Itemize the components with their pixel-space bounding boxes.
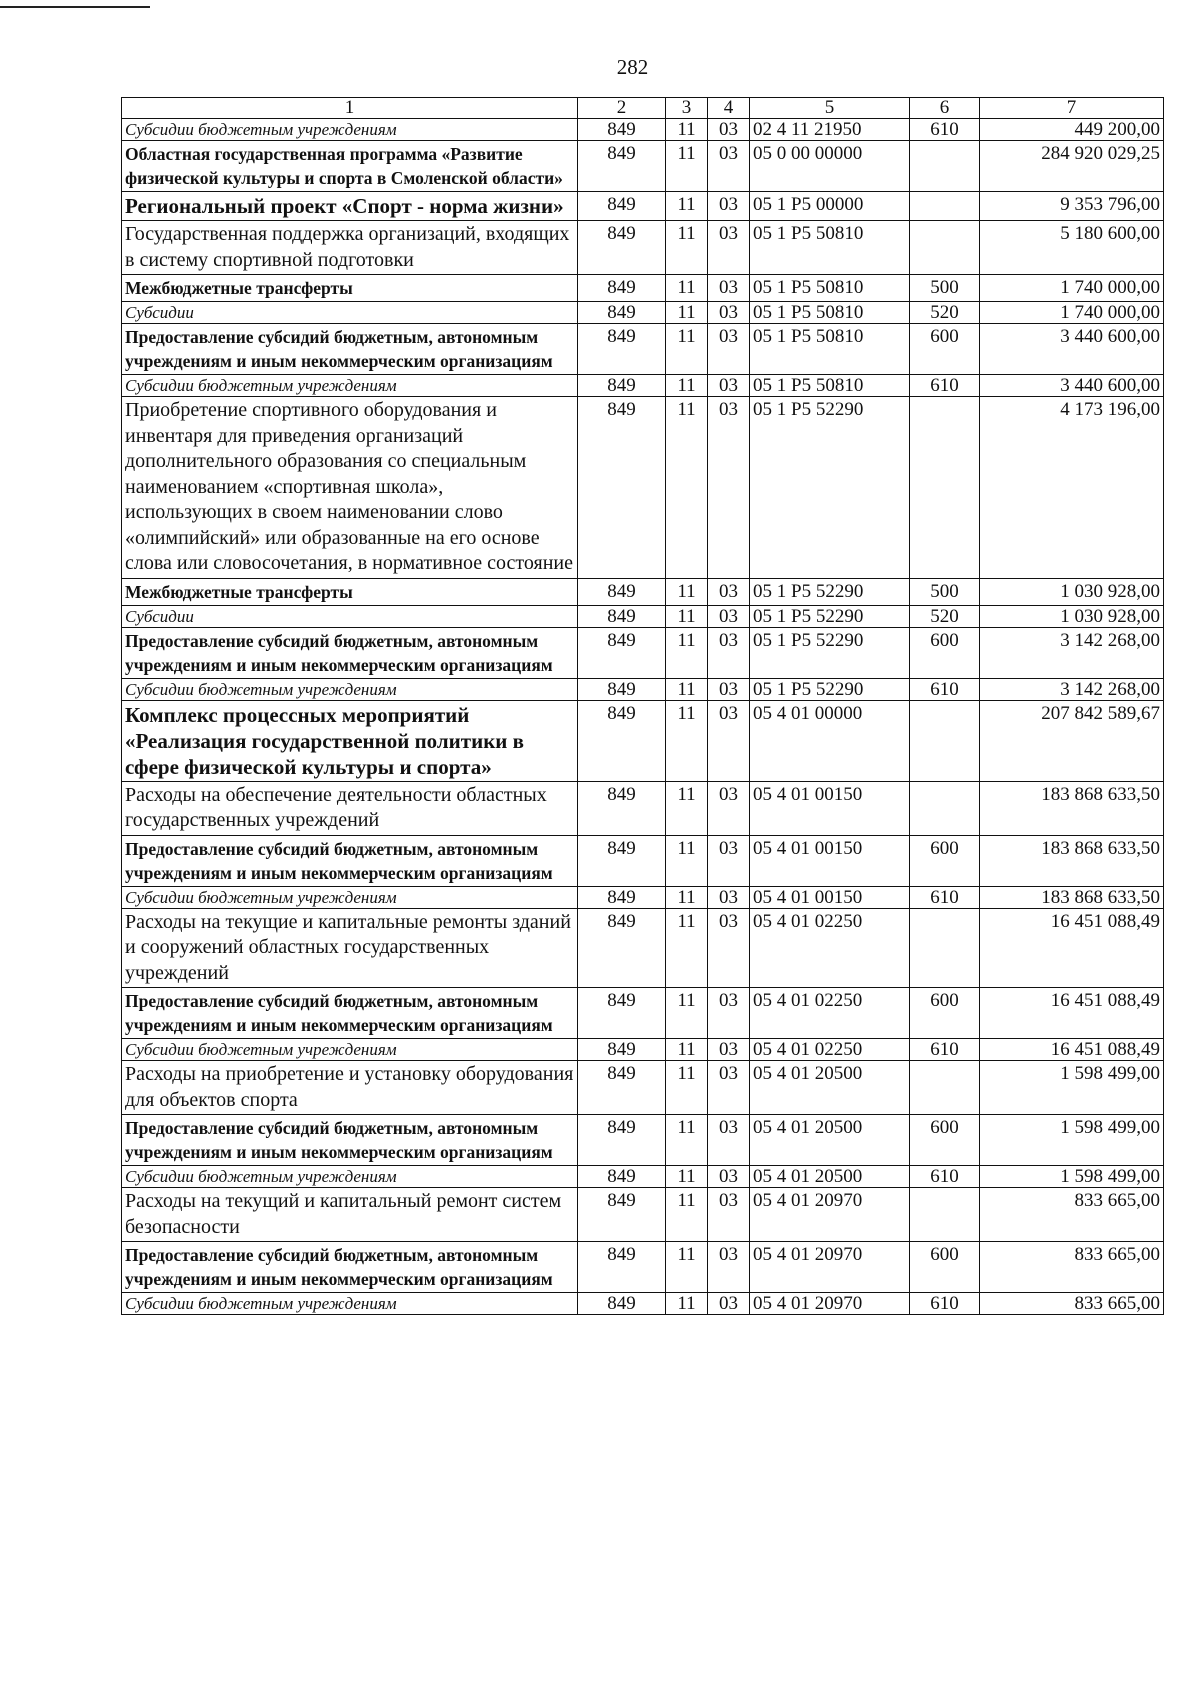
amount-cell: 3 142 268,00 xyxy=(980,627,1164,678)
amount-cell: 183 868 633,50 xyxy=(980,781,1164,835)
section-cell: 11 xyxy=(666,119,708,141)
expense-type-cell: 610 xyxy=(910,1166,980,1188)
amount-cell: 9 353 796,00 xyxy=(980,192,1164,221)
item-name-cell: Предоставление субсидий бюджетным, автономным учреждениям и иным некоммерческим организациям xyxy=(122,1242,578,1293)
subsection-cell: 03 xyxy=(708,908,750,988)
column-header: 4 xyxy=(708,98,750,119)
expense-type-cell: 610 xyxy=(910,375,980,397)
ministry-code-cell: 849 xyxy=(578,221,666,275)
item-name-cell: Государственная поддержка организаций, входящих в систему спортивной подготовки xyxy=(122,221,578,275)
item-name-cell: Областная государственная программа «Развитие физической культуры и спорта в Смоленской области» xyxy=(122,141,578,192)
ministry-code-cell: 849 xyxy=(578,119,666,141)
column-header: 5 xyxy=(750,98,910,119)
section-cell: 11 xyxy=(666,141,708,192)
table-row xyxy=(122,275,1164,302)
amount-cell: 1 740 000,00 xyxy=(980,302,1164,324)
subsection-cell: 03 xyxy=(708,192,750,221)
ministry-code-cell: 849 xyxy=(578,1293,666,1315)
target-article-cell: 05 4 01 02250 xyxy=(750,1039,910,1061)
ministry-code-cell: 849 xyxy=(578,1242,666,1293)
item-name-cell: Субсидии xyxy=(122,302,578,324)
section-cell: 11 xyxy=(666,1166,708,1188)
ministry-code-cell: 849 xyxy=(578,886,666,908)
section-cell: 11 xyxy=(666,324,708,375)
item-name-cell: Субсидии бюджетным учреждениям xyxy=(122,886,578,908)
subsection-cell: 03 xyxy=(708,886,750,908)
amount-cell: 833 665,00 xyxy=(980,1293,1164,1315)
target-article-cell: 05 1 Р5 50810 xyxy=(750,275,910,302)
ministry-code-cell: 849 xyxy=(578,1039,666,1061)
item-name-cell: Межбюджетные трансферты xyxy=(122,275,578,302)
expense-type-cell xyxy=(910,1061,980,1115)
ministry-code-cell: 849 xyxy=(578,375,666,397)
section-cell: 11 xyxy=(666,397,708,579)
item-name-cell: Предоставление субсидий бюджетным, автономным учреждениям и иным некоммерческим организациям xyxy=(122,988,578,1039)
ministry-code-cell: 849 xyxy=(578,1061,666,1115)
section-cell: 11 xyxy=(666,1061,708,1115)
subsection-cell: 03 xyxy=(708,988,750,1039)
table-row xyxy=(122,119,1164,141)
subsection-cell: 03 xyxy=(708,275,750,302)
ministry-code-cell: 849 xyxy=(578,578,666,605)
section-cell: 11 xyxy=(666,700,708,781)
item-name-cell: Приобретение спортивного оборудования и инвентаря для приведения организаций дополнительного образования со специальным наименованием «спортивная школа», использующих в своем наименовании слово «олимпийский» или образованные на его основе слова или словосочетания, в нормативное состояние xyxy=(122,397,578,579)
table-row xyxy=(122,141,1164,192)
expense-type-cell: 520 xyxy=(910,605,980,627)
amount-cell: 1 598 499,00 xyxy=(980,1115,1164,1166)
header-row xyxy=(122,98,1164,119)
section-cell: 11 xyxy=(666,1115,708,1166)
section-cell: 11 xyxy=(666,605,708,627)
subsection-cell: 03 xyxy=(708,1115,750,1166)
section-cell: 11 xyxy=(666,275,708,302)
table-row xyxy=(122,678,1164,700)
table-row xyxy=(122,578,1164,605)
item-name-cell: Предоставление субсидий бюджетным, автономным учреждениям и иным некоммерческим организациям xyxy=(122,627,578,678)
table-row xyxy=(122,835,1164,886)
subsection-cell: 03 xyxy=(708,678,750,700)
amount-cell: 1 740 000,00 xyxy=(980,275,1164,302)
table-row xyxy=(122,908,1164,988)
expense-type-cell xyxy=(910,141,980,192)
column-header: 3 xyxy=(666,98,708,119)
corner-rule xyxy=(0,6,150,8)
table-row xyxy=(122,1061,1164,1115)
item-name-cell: Субсидии бюджетным учреждениям xyxy=(122,678,578,700)
amount-cell: 16 451 088,49 xyxy=(980,1039,1164,1061)
amount-cell: 5 180 600,00 xyxy=(980,221,1164,275)
subsection-cell: 03 xyxy=(708,302,750,324)
budget-table xyxy=(121,97,1164,1315)
section-cell: 11 xyxy=(666,1188,708,1242)
ministry-code-cell: 849 xyxy=(578,324,666,375)
ministry-code-cell: 849 xyxy=(578,192,666,221)
target-article-cell: 05 4 01 20970 xyxy=(750,1188,910,1242)
target-article-cell: 05 1 Р5 52290 xyxy=(750,627,910,678)
item-name-cell: Расходы на текущие и капитальные ремонты зданий и сооружений областных государственных учреждений xyxy=(122,908,578,988)
subsection-cell: 03 xyxy=(708,1293,750,1315)
table-row xyxy=(122,221,1164,275)
section-cell: 11 xyxy=(666,375,708,397)
subsection-cell: 03 xyxy=(708,375,750,397)
column-header: 7 xyxy=(980,98,1164,119)
ministry-code-cell: 849 xyxy=(578,835,666,886)
target-article-cell: 05 1 Р5 52290 xyxy=(750,578,910,605)
target-article-cell: 05 4 01 02250 xyxy=(750,908,910,988)
expense-type-cell: 610 xyxy=(910,1039,980,1061)
table-row xyxy=(122,324,1164,375)
ministry-code-cell: 849 xyxy=(578,700,666,781)
section-cell: 11 xyxy=(666,781,708,835)
expense-type-cell: 600 xyxy=(910,835,980,886)
expense-type-cell xyxy=(910,908,980,988)
section-cell: 11 xyxy=(666,302,708,324)
item-name-cell: Расходы на приобретение и установку оборудования для объектов спорта xyxy=(122,1061,578,1115)
subsection-cell: 03 xyxy=(708,605,750,627)
item-name-cell: Субсидии бюджетным учреждениям xyxy=(122,1039,578,1061)
subsection-cell: 03 xyxy=(708,1166,750,1188)
subsection-cell: 03 xyxy=(708,578,750,605)
expense-type-cell xyxy=(910,397,980,579)
subsection-cell: 03 xyxy=(708,627,750,678)
target-article-cell: 05 4 01 20500 xyxy=(750,1061,910,1115)
amount-cell: 1 598 499,00 xyxy=(980,1166,1164,1188)
target-article-cell: 05 1 Р5 50810 xyxy=(750,221,910,275)
subsection-cell: 03 xyxy=(708,1061,750,1115)
expense-type-cell: 610 xyxy=(910,678,980,700)
ministry-code-cell: 849 xyxy=(578,908,666,988)
expense-type-cell xyxy=(910,700,980,781)
subsection-cell: 03 xyxy=(708,324,750,375)
item-name-cell: Субсидии бюджетным учреждениям xyxy=(122,375,578,397)
section-cell: 11 xyxy=(666,221,708,275)
expense-type-cell xyxy=(910,781,980,835)
expense-type-cell: 600 xyxy=(910,324,980,375)
expense-type-cell: 600 xyxy=(910,988,980,1039)
section-cell: 11 xyxy=(666,678,708,700)
section-cell: 11 xyxy=(666,835,708,886)
table-row xyxy=(122,781,1164,835)
item-name-cell: Расходы на текущий и капитальный ремонт систем безопасности xyxy=(122,1188,578,1242)
page-number: 282 xyxy=(616,55,649,79)
expense-type-cell: 500 xyxy=(910,275,980,302)
expense-type-cell: 500 xyxy=(910,578,980,605)
target-article-cell: 05 1 Р5 52290 xyxy=(750,678,910,700)
subsection-cell: 03 xyxy=(708,397,750,579)
section-cell: 11 xyxy=(666,192,708,221)
section-cell: 11 xyxy=(666,578,708,605)
amount-cell: 16 451 088,49 xyxy=(980,908,1164,988)
ministry-code-cell: 849 xyxy=(578,275,666,302)
expense-type-cell: 600 xyxy=(910,1242,980,1293)
amount-cell: 449 200,00 xyxy=(980,119,1164,141)
table-row xyxy=(122,988,1164,1039)
ministry-code-cell: 849 xyxy=(578,781,666,835)
section-cell: 11 xyxy=(666,988,708,1039)
amount-cell: 3 440 600,00 xyxy=(980,324,1164,375)
expense-type-cell: 600 xyxy=(910,627,980,678)
item-name-cell: Субсидии бюджетным учреждениям xyxy=(122,119,578,141)
subsection-cell: 03 xyxy=(708,119,750,141)
target-article-cell: 05 1 Р5 52290 xyxy=(750,397,910,579)
amount-cell: 207 842 589,67 xyxy=(980,700,1164,781)
amount-cell: 284 920 029,25 xyxy=(980,141,1164,192)
subsection-cell: 03 xyxy=(708,700,750,781)
item-name-cell: Предоставление субсидий бюджетным, автономным учреждениям и иным некоммерческим организациям xyxy=(122,835,578,886)
section-cell: 11 xyxy=(666,1039,708,1061)
ministry-code-cell: 849 xyxy=(578,302,666,324)
expense-type-cell xyxy=(910,192,980,221)
table-row xyxy=(122,192,1164,221)
item-name-cell: Субсидии xyxy=(122,605,578,627)
ministry-code-cell: 849 xyxy=(578,1166,666,1188)
ministry-code-cell: 849 xyxy=(578,988,666,1039)
table-row xyxy=(122,1293,1164,1315)
amount-cell: 183 868 633,50 xyxy=(980,835,1164,886)
amount-cell: 1 030 928,00 xyxy=(980,605,1164,627)
target-article-cell: 05 4 01 00000 xyxy=(750,700,910,781)
ministry-code-cell: 849 xyxy=(578,1115,666,1166)
table-row xyxy=(122,375,1164,397)
ministry-code-cell: 849 xyxy=(578,605,666,627)
item-name-cell: Предоставление субсидий бюджетным, автономным учреждениям и иным некоммерческим организациям xyxy=(122,324,578,375)
target-article-cell: 05 1 Р5 00000 xyxy=(750,192,910,221)
ministry-code-cell: 849 xyxy=(578,678,666,700)
target-article-cell: 02 4 11 21950 xyxy=(750,119,910,141)
item-name-cell: Комплекс процессных мероприятий «Реализация государственной политики в сфере физической культуры и спорта» xyxy=(122,700,578,781)
section-cell: 11 xyxy=(666,627,708,678)
target-article-cell: 05 1 Р5 52290 xyxy=(750,605,910,627)
amount-cell: 16 451 088,49 xyxy=(980,988,1164,1039)
expense-type-cell: 600 xyxy=(910,1115,980,1166)
ministry-code-cell: 849 xyxy=(578,627,666,678)
section-cell: 11 xyxy=(666,886,708,908)
table-row xyxy=(122,886,1164,908)
section-cell: 11 xyxy=(666,1293,708,1315)
target-article-cell: 05 4 01 00150 xyxy=(750,835,910,886)
ministry-code-cell: 849 xyxy=(578,141,666,192)
target-article-cell: 05 4 01 00150 xyxy=(750,886,910,908)
table-row xyxy=(122,302,1164,324)
item-name-cell: Субсидии бюджетным учреждениям xyxy=(122,1293,578,1315)
target-article-cell: 05 4 01 00150 xyxy=(750,781,910,835)
table-row xyxy=(122,605,1164,627)
ministry-code-cell: 849 xyxy=(578,1188,666,1242)
expense-type-cell: 520 xyxy=(910,302,980,324)
subsection-cell: 03 xyxy=(708,141,750,192)
amount-cell: 833 665,00 xyxy=(980,1188,1164,1242)
amount-cell: 4 173 196,00 xyxy=(980,397,1164,579)
target-article-cell: 05 1 Р5 50810 xyxy=(750,324,910,375)
subsection-cell: 03 xyxy=(708,1039,750,1061)
table-row xyxy=(122,1166,1164,1188)
expense-type-cell xyxy=(910,221,980,275)
ministry-code-cell: 849 xyxy=(578,397,666,579)
target-article-cell: 05 4 01 20500 xyxy=(750,1115,910,1166)
table-body xyxy=(122,98,1164,1315)
subsection-cell: 03 xyxy=(708,781,750,835)
column-header: 6 xyxy=(910,98,980,119)
amount-cell: 183 868 633,50 xyxy=(980,886,1164,908)
expense-type-cell: 610 xyxy=(910,1293,980,1315)
expense-type-cell xyxy=(910,1188,980,1242)
amount-cell: 1 598 499,00 xyxy=(980,1061,1164,1115)
table-row xyxy=(122,1242,1164,1293)
subsection-cell: 03 xyxy=(708,221,750,275)
item-name-cell: Межбюджетные трансферты xyxy=(122,578,578,605)
target-article-cell: 05 4 01 20500 xyxy=(750,1166,910,1188)
amount-cell: 833 665,00 xyxy=(980,1242,1164,1293)
table-row xyxy=(122,627,1164,678)
target-article-cell: 05 4 01 02250 xyxy=(750,988,910,1039)
item-name-cell: Региональный проект «Спорт - норма жизни» xyxy=(122,192,578,221)
target-article-cell: 05 4 01 20970 xyxy=(750,1293,910,1315)
amount-cell: 3 142 268,00 xyxy=(980,678,1164,700)
table-row xyxy=(122,1115,1164,1166)
subsection-cell: 03 xyxy=(708,1242,750,1293)
expense-type-cell: 610 xyxy=(910,119,980,141)
column-header: 2 xyxy=(578,98,666,119)
expense-type-cell: 610 xyxy=(910,886,980,908)
target-article-cell: 05 1 Р5 50810 xyxy=(750,375,910,397)
section-cell: 11 xyxy=(666,908,708,988)
subsection-cell: 03 xyxy=(708,1188,750,1242)
item-name-cell: Предоставление субсидий бюджетным, автономным учреждениям и иным некоммерческим организациям xyxy=(122,1115,578,1166)
table-row xyxy=(122,1188,1164,1242)
amount-cell: 3 440 600,00 xyxy=(980,375,1164,397)
target-article-cell: 05 1 Р5 50810 xyxy=(750,302,910,324)
section-cell: 11 xyxy=(666,1242,708,1293)
table-row xyxy=(122,700,1164,781)
target-article-cell: 05 4 01 20970 xyxy=(750,1242,910,1293)
subsection-cell: 03 xyxy=(708,835,750,886)
item-name-cell: Субсидии бюджетным учреждениям xyxy=(122,1166,578,1188)
amount-cell: 1 030 928,00 xyxy=(980,578,1164,605)
target-article-cell: 05 0 00 00000 xyxy=(750,141,910,192)
table-row xyxy=(122,397,1164,579)
table-row xyxy=(122,1039,1164,1061)
item-name-cell: Расходы на обеспечение деятельности областных государственных учреждений xyxy=(122,781,578,835)
column-header: 1 xyxy=(122,98,578,119)
